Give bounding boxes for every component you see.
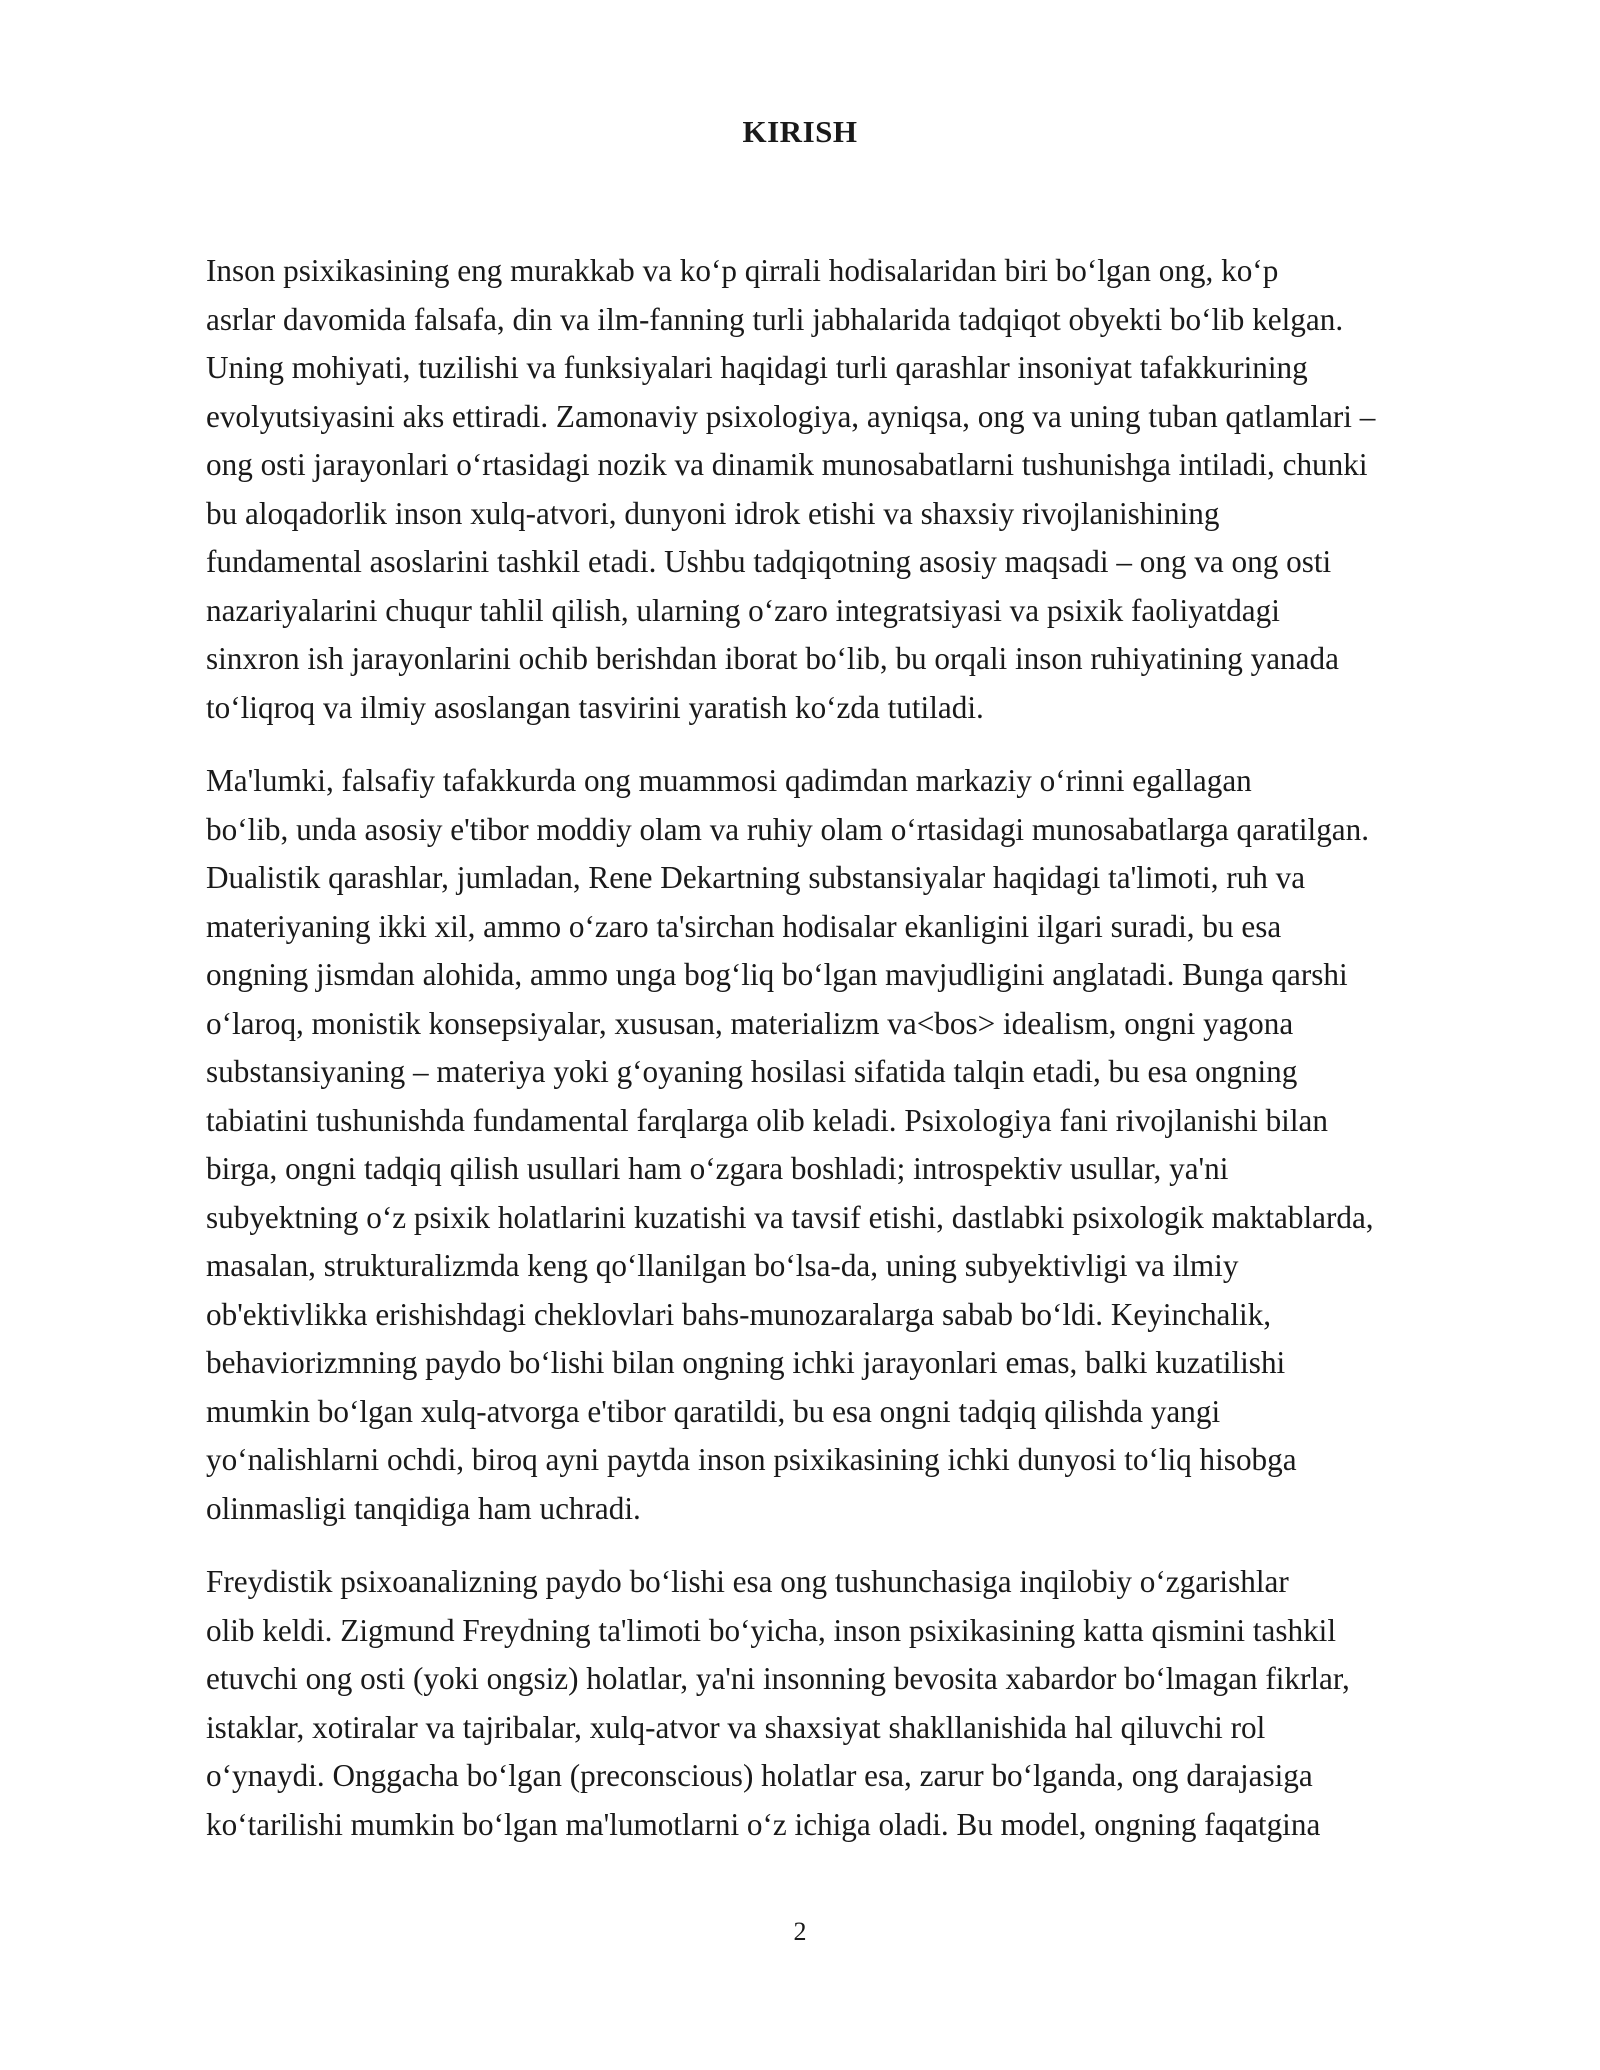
text-line: substansiyaning – materiya yoki gʻoyaning hosilasi sifatida talqin etadi, bu esa ongning [206,1054,1298,1089]
text-line: bu aloqadorlik inson xulq-atvori, dunyoni idrok etishi va shaxsiy rivojlanishining [206,495,1220,531]
text-line: fundamental asoslarini tashkil etadi. Ushbu tadqiqotning asosiy maqsadi – ong va ong osti [206,544,1332,579]
text-line: masalan, strukturalizmda keng qoʻllanilgan boʻlsa-da, uning subyektivligi va ilmiy [206,1248,1239,1283]
text-line: nazariyalarini chuqur tahlil qilish, ularning oʻzaro integratsiyasi va psixik faoliyatdagi [206,592,1280,628]
text-line: materiyaning ikki xil, ammo oʻzaro ta'sirchan hodisalar ekanligini ilgari suradi, bu esa [206,908,1282,944]
paragraph [112,1558,1492,1849]
text-line: toʻliqroq va ilmiy asoslangan tasvirini yaratish koʻzda tutiladi. [206,689,984,725]
text-line: behaviorizmning paydo boʻlishi bilan ongning ichki jarayonlari emas, balki kuzatilishi [206,1345,1286,1380]
text-line: olib keldi. Zigmund Freydning ta'limoti boʻyicha, inson psixikasining katta qismini tashkil [206,1612,1337,1648]
text-line: birga, ongni tadqiq qilish usullari ham oʻzgara boshladi; introspektiv usullar, ya'ni [206,1151,1229,1186]
text-line: asrlar davomida falsafa, din va ilm-fanning turli jabhalarida tadqiqot obyekti boʻlib kelgan. [206,301,1344,337]
text-line: Uning mohiyati, tuzilishi va funksiyalari haqidagi turli qarashlar insoniyat tafakkurining [206,350,1308,385]
text-line: ongning jismdan alohida, ammo unga bogʻliq boʻlgan mavjudligini anglatadi. Bunga qarshi [206,957,1348,992]
page-title: KIRISH [742,114,858,149]
text-line: ong osti jarayonlari oʻrtasidagi nozik va dinamik munosabatlarni tushunishga intiladi, chunki [206,447,1368,482]
text-line: oʻlaroq, monistik konsepsiyalar, xususan, materializm va<bos> idealism, ongni yagona [206,1005,1294,1041]
body-text [112,247,1492,1874]
text-line: boʻlib, unda asosiy e'tibor moddiy olam va ruhiy olam oʻrtasidagi munosabatlarga qaratilgan. [206,811,1370,847]
text-line: subyektning oʻz psixik holatlarini kuzatishi va tavsif etishi, dastlabki psixologik maktablarda, [206,1199,1374,1235]
paragraph [112,247,1492,732]
text-line: yoʻnalishlarni ochdi, biroq ayni paytda inson psixikasining ichki dunyosi toʻliq hisobga [206,1442,1297,1477]
text-line: istaklar, xotiralar va tajribalar, xulq-atvor va shaxsiyat shakllanishida hal qiluvchi rol [206,1709,1266,1745]
text-line: evolyutsiyasini aks ettiradi. Zamonaviy psixologiya, ayniqsa, ong va uning tuban qatlamlari – [206,398,1376,434]
text-line: Freydistik psixoanalizning paydo boʻlishi esa ong tushunchasiga inqilobiy oʻzgarishlar [206,1564,1289,1599]
text-line: Inson psixikasining eng murakkab va koʻp qirrali hodisalaridan biri boʻlgan ong, koʻp [206,253,1279,288]
text-line: Ma'lumki, falsafiy tafakkurda ong muammosi qadimdan markaziy oʻrinni egallagan [206,763,1252,798]
text-line: koʻtarilishi mumkin boʻlgan ma'lumotlarni oʻz ichiga oladi. Bu model, ongning faqatgina [206,1806,1321,1842]
text-line: tabiatini tushunishda fundamental farqlarga olib keladi. Psixologiya fani rivojlanishi bilan [206,1102,1328,1138]
page-number: 2 [793,1917,807,1946]
text-line: oʻynaydi. Onggacha boʻlgan (preconscious) holatlar esa, zarur boʻlganda, ong darajasiga [206,1758,1313,1793]
text-line: Dualistik qarashlar, jumladan, Rene Dekartning substansiyalar haqidagi ta'limoti, ruh va [206,860,1306,895]
text-line: ob'ektivlikka erishishdagi cheklovlari bahs-munozaralarga sabab boʻldi. Keyinchalik, [206,1296,1272,1332]
text-line: mumkin boʻlgan xulq-atvorga e'tibor qaratildi, bu esa ongni tadqiq qilishda yangi [206,1393,1221,1429]
text-line: olinmasligi tanqidiga ham uchradi. [206,1490,641,1526]
text-line: sinxron ish jarayonlarini ochib berishdan iborat boʻlib, bu orqali inson ruhiyatining yanada [206,641,1339,676]
text-line: etuvchi ong osti (yoki ongsiz) holatlar, ya'ni insonning bevosita xabardor boʻlmagan fikrlar, [206,1661,1350,1696]
paragraph [112,757,1492,1533]
